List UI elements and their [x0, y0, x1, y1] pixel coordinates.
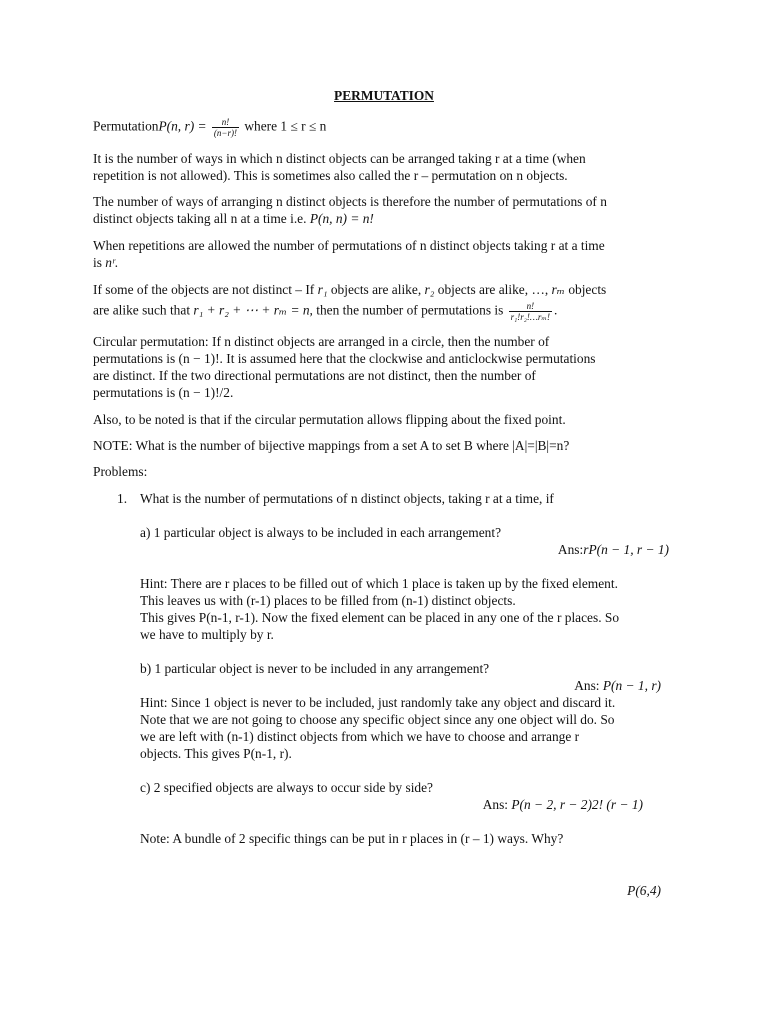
- text-segment: If some of the objects are not distinct – If: [93, 282, 318, 297]
- hint-b: [140, 694, 615, 762]
- answer-label: Ans:: [482, 797, 512, 812]
- text-line: repetition is not allowed). This is sometimes also called the r – permutation on n objects.: [93, 168, 568, 183]
- problems-heading: Problems:: [93, 464, 148, 479]
- text-line: objects. This gives P(n-1, r).: [140, 746, 292, 761]
- math-r1: r₁: [317, 282, 328, 297]
- paragraph-circular: [93, 333, 596, 401]
- question-a: a) 1 particular object is always to be included in each arrangement?: [140, 525, 502, 540]
- text-line: permutations is (n − 1)!. It is assumed here that the clockwise and anticlockwise permutations: [93, 351, 596, 366]
- math-pnn: P(n, n) = n!: [309, 211, 374, 226]
- text-segment: are alike such that: [93, 302, 194, 318]
- answer-b: [574, 677, 661, 694]
- question-b: b) 1 particular object is never to be included in any arrangement?: [140, 661, 490, 676]
- text-line: permutations is (n − 1)!/2.: [93, 385, 234, 400]
- formula-denominator: (n−r)!: [213, 128, 237, 138]
- answer-label: Ans:: [557, 542, 584, 557]
- paragraph-definition: [93, 150, 586, 184]
- text-line: we have to multiply by r.: [140, 627, 274, 642]
- text-segment: objects: [564, 282, 607, 297]
- text-line: Circular permutation: If n distinct objects are arranged in a circle, then the number of: [93, 334, 550, 349]
- text-line: distinct objects taking all n at a time i.e.: [93, 211, 310, 226]
- math-p64: P(6,4): [627, 883, 661, 898]
- paragraph-all-n: [93, 193, 607, 227]
- answer-math: rP(n − 1, r − 1): [583, 542, 669, 557]
- formula-numerator: n!: [212, 117, 239, 128]
- multinomial-fraction: [509, 301, 552, 322]
- answer-math: P(n − 2, r − 2)2! (r − 1): [511, 797, 643, 812]
- math-sum: r₁ + r₂ + ⋯ + rₘ = n,: [193, 302, 313, 318]
- text-segment: .: [553, 302, 558, 318]
- math-n-power-r: nʳ.: [105, 255, 119, 270]
- question-number: 1.: [117, 491, 128, 506]
- text-segment: then the number of permutations is: [312, 302, 507, 318]
- text-line: This gives P(n-1, r-1). Now the fixed element can be placed in any one of the r places. So: [140, 610, 620, 625]
- text-line: The number of ways of arranging n distinct objects is therefore the number of permutations of n: [93, 194, 607, 209]
- text-line: we are left with (n-1) distinct objects from which we have to choose and arrange r: [140, 729, 580, 744]
- formula-suffix: where 1 ≤ r ≤ n: [241, 118, 327, 134]
- question-1: What is the number of permutations of n distinct objects, taking r at a time, if: [140, 491, 554, 506]
- text-segment: objects are alike, …,: [434, 282, 552, 297]
- math-r2: r₂: [424, 282, 435, 297]
- paragraph-flipping: Also, to be noted is that if the circular permutation allows flipping about the fixed point.: [93, 412, 566, 427]
- fraction-numerator: n!: [509, 301, 552, 312]
- paragraph-not-distinct: [93, 281, 606, 322]
- answer-a: [558, 541, 669, 558]
- footer-math: [627, 882, 661, 899]
- formula-lhs: P(n, r) =: [158, 118, 207, 134]
- text-line: Note that we are not going to choose any specific object since any one object will do. So: [140, 712, 615, 727]
- text-line: It is the number of ways in which n distinct objects can be arranged taking r at a time (when: [93, 151, 586, 166]
- math-rm: rₘ: [551, 282, 565, 297]
- formula-fraction: [212, 117, 239, 138]
- paragraph-repetition: [93, 237, 605, 271]
- text-segment: objects are alike,: [327, 282, 425, 297]
- text-line: are distinct. If the two directional permutations are not distinct, then the number of: [93, 368, 536, 383]
- question-c: c) 2 specified objects are always to occur side by side?: [140, 780, 433, 795]
- hint-a: [140, 575, 619, 643]
- formula-prefix: Permutation: [93, 118, 159, 134]
- note-bundle: Note: A bundle of 2 specific things can be put in r places in (r – 1) ways. Why?: [140, 831, 564, 846]
- permutation-formula: [93, 117, 326, 138]
- text-line: This leaves us with (r-1) places to be filled from (n-1) distinct objects.: [140, 593, 516, 608]
- answer-c: [483, 796, 643, 813]
- page-title: PERMUTATION: [334, 88, 434, 103]
- answer-label: Ans:: [574, 678, 603, 693]
- text-line: Hint: Since 1 object is never to be included, just randomly take any object and discard it.: [140, 695, 616, 710]
- fraction-denominator: r₁!r₂!…rₘ!: [510, 312, 550, 322]
- text-line: When repetitions are allowed the number of permutations of n distinct objects taking r at a time: [93, 238, 605, 253]
- text-line: is: [93, 255, 106, 270]
- text-line: Hint: There are r places to be filled out of which 1 place is taken up by the fixed element.: [140, 576, 618, 591]
- answer-math: P(n − 1, r): [602, 678, 661, 693]
- note-bijective: NOTE: What is the number of bijective mappings from a set A to set B where |A|=|B|=n?: [93, 438, 570, 453]
